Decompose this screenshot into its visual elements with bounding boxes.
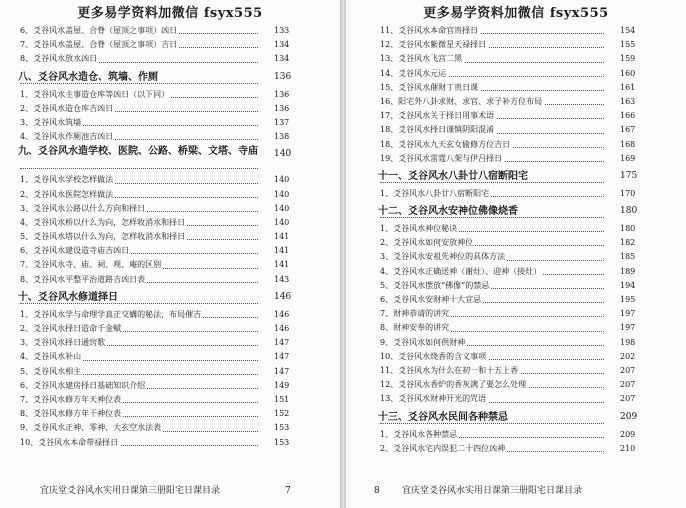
toc-entry-title: 1、爻谷风水神位秘诀 [380, 224, 458, 234]
toc-entry [20, 436, 322, 450]
toc-page-number: 137 [274, 117, 290, 127]
toc-entry [380, 38, 668, 52]
page-footer: 宜庆堂爻谷风水实用日课第三册阳宅日课目录 [402, 486, 583, 496]
toc-entry [380, 293, 668, 307]
toc-page-number: 140 [274, 203, 290, 213]
toc-entry-title: 6、爻谷风水盖屋、合脊（屋顶之事项）凶日 [20, 26, 178, 35]
toc-page-number: 134 [274, 54, 290, 64]
toc-page-number: 133 [274, 26, 290, 35]
toc-entry-title: 19、爻谷风水雷霆八架与伊吕择日 [380, 153, 503, 163]
toc-entry [380, 52, 668, 66]
toc-entry-title: 10、爻谷风水本命带禄择日 [20, 437, 119, 447]
toc-entry [20, 273, 322, 287]
toc-entry-title: 18、爻谷风水九天玄女偷修方位吉日 [380, 139, 511, 149]
toc-page-number: 153 [274, 423, 290, 433]
toc-entry-title: 12、爻谷风水香炉的香灰满了要怎么处理 [380, 380, 527, 390]
toc-entry-title: 7、财神恭请的讲究 [380, 309, 450, 319]
toc-entry [380, 279, 668, 293]
page-header: 更多易学资料加微信 fsyx555 [77, 6, 263, 21]
toc-page-number: 155 [620, 40, 636, 50]
toc-page-number: 147 [274, 366, 290, 376]
leader-dots [380, 182, 604, 183]
toc-page-number: 207 [620, 394, 636, 404]
toc-entry-title: 10、爻谷风水烧香的含义事项 [380, 351, 487, 361]
toc-entry-title: 4、爻谷风水作厕池吉凶日 [20, 132, 114, 142]
toc-entry-title: 十三、爻谷风水民间各种禁忌 [378, 411, 508, 423]
toc-section-heading [380, 407, 668, 428]
toc-entry-title: 11、爻谷风水本命官贵择日 [380, 26, 479, 35]
toc-entry [20, 216, 322, 230]
toc-page-number: 210 [620, 443, 636, 453]
toc-entry-title: 12、爻谷风水紫微星天禄择日 [380, 40, 487, 50]
toc-page-number: 136 [274, 89, 290, 99]
toc-entry [380, 109, 668, 123]
toc-entry-title: 3、爻谷风水公路以什么方向和择日 [20, 203, 146, 213]
left-page [0, 0, 340, 508]
toc-page-number: 140 [274, 175, 290, 185]
toc-entry [20, 393, 322, 407]
toc-entry [20, 407, 322, 421]
toc-entry [380, 428, 668, 442]
toc-page-number: 185 [620, 252, 636, 262]
toc-page-number: 147 [274, 338, 290, 348]
toc-page-number: 151 [274, 394, 290, 404]
toc-entry-title: 6、爻谷风水建房择日基础知识介绍 [20, 380, 146, 390]
toc-entry [20, 244, 322, 258]
toc-page-number: 175 [620, 170, 638, 181]
toc-entry [380, 307, 668, 321]
toc-page-number: 136 [274, 103, 290, 113]
toc-entry [20, 336, 322, 350]
toc-entry [20, 202, 322, 216]
toc-page-number: 197 [620, 323, 636, 333]
toc-page-number: 134 [274, 40, 290, 50]
toc-page-number: 141 [274, 232, 290, 242]
toc-page-number: 141 [274, 260, 290, 270]
leader-dots [20, 168, 258, 169]
toc-entry [380, 95, 668, 109]
toc-entry [380, 378, 668, 392]
toc-entry-title: 18、爻谷风水择日谨慎阴阳混淆 [380, 125, 495, 135]
toc-page-number: 149 [274, 380, 290, 390]
toc-page-number: 146 [274, 309, 290, 319]
toc-entry [380, 222, 668, 236]
toc-entry-title: 2、爻谷风水如何安放神位 [380, 238, 474, 248]
right-page [346, 0, 686, 508]
toc-page-number: 180 [620, 206, 638, 217]
toc-page-number: 189 [620, 266, 636, 276]
toc-entry [380, 250, 668, 264]
toc-entry [380, 336, 668, 350]
toc-entry-title: 1、爻谷风水学与命理学真正交媾的秘法，布局催吉 [20, 309, 202, 319]
toc-entry-title: 8、财神安奉的讲究 [380, 323, 450, 333]
toc-section-heading [20, 144, 322, 173]
toc-entry [380, 187, 668, 201]
toc-entry [20, 38, 322, 52]
toc-entry-title: 5、爻谷风水相主 [20, 366, 82, 376]
toc-entry-title: 5、爻谷风水塔以什么为向，怎样收消水和择日 [20, 232, 186, 242]
table-of-contents [0, 24, 340, 450]
toc-entry-title: 1、爻谷风水八卦廿八宿断阳宅 [380, 188, 490, 198]
toc-entry-title: 6、爻谷风水安财神十大宜忌 [380, 295, 482, 304]
toc-page-number: 207 [620, 365, 636, 375]
toc-page-number: 182 [620, 238, 636, 248]
toc-entry-title: 4、爻谷风水桥以什么为向，怎样收消水和择日 [20, 217, 186, 227]
toc-page-number: 195 [620, 295, 636, 304]
toc-entry-title: 八、爻谷风水造仓、筑墙、作厕 [18, 71, 158, 83]
toc-entry [380, 265, 668, 279]
toc-entry [20, 173, 322, 187]
toc-entry-title: 6、爻谷风水建设造寺庙吉凶日 [20, 246, 130, 256]
toc-page-number: 147 [274, 352, 290, 362]
toc-section-heading [380, 201, 668, 222]
toc-entry-title: 3、爻谷风水安祖先神位的具体方法 [380, 252, 506, 262]
toc-entry [20, 421, 322, 435]
toc-page-number: 146 [274, 324, 290, 333]
toc-page-number: 138 [274, 132, 290, 142]
toc-section-heading [380, 166, 668, 187]
page-footer: 宜庆堂爻谷风水实用日课第三册阳宅日课目录 [40, 486, 221, 496]
toc-entry-title: 1、爻谷风水各种禁忌 [380, 429, 458, 439]
page-header: 更多易学资料加微信 fsyx555 [423, 6, 609, 21]
toc-entry-title: 11、爻谷风水为什么在初一和十五上香 [380, 365, 519, 375]
table-of-contents [346, 24, 686, 456]
toc-page-number: 141 [274, 246, 290, 256]
toc-entry [20, 258, 322, 272]
toc-page-number: 161 [620, 82, 636, 92]
toc-entry-title: 17、爻谷风水关于择日用事术语 [380, 111, 495, 121]
leader-dots [380, 217, 604, 218]
toc-entry-title: 5、爻谷风水摆放“佛像”的禁忌 [380, 280, 490, 290]
toc-entry-title: 13、爻谷风水财神开光的咒语 [380, 394, 487, 404]
toc-entry [20, 230, 322, 244]
toc-entry [380, 123, 668, 137]
toc-entry [380, 236, 668, 250]
toc-entry [380, 152, 668, 166]
toc-entry-title: 1、爻谷风水主事造仓库等凶日（以下同） [20, 89, 170, 99]
toc-entry-title: 7、爻谷风水寺、庙、祠、观、庵的区别 [20, 260, 162, 270]
toc-page-number: 180 [620, 224, 636, 234]
toc-entry [20, 188, 322, 202]
toc-entry-title: 十一、爻谷风水八卦廿八宿断阳宅 [378, 170, 528, 182]
toc-page-number: 170 [620, 188, 636, 198]
toc-page-number: 163 [620, 96, 636, 106]
toc-entry-title: 4、爻谷风水补山 [20, 352, 82, 362]
toc-entry-title: 7、爻谷风水修方年天神位表 [20, 394, 122, 404]
toc-entry [20, 102, 322, 116]
toc-entry-title: 十二、爻谷风水安神位佛像烧香 [378, 206, 518, 218]
toc-entry [20, 350, 322, 364]
toc-entry [380, 442, 668, 456]
toc-entry [380, 321, 668, 335]
toc-page-number: 198 [620, 337, 636, 347]
toc-entry-title: 13、爻谷风水飞宫二黑 [380, 54, 463, 64]
toc-entry [380, 350, 668, 364]
toc-entry-title: 3、爻谷风水筑墙 [20, 117, 82, 127]
toc-entry [20, 365, 322, 379]
toc-page-number: 153 [274, 437, 290, 447]
toc-entry [380, 81, 668, 95]
toc-entry [20, 130, 322, 144]
toc-entry [20, 308, 322, 322]
toc-entry-title: 2、爻谷风水宅内误犯二十四位凶神 [380, 443, 506, 453]
toc-entry-title: 7、爻谷风水盖屋、合脊（屋顶之事项）吉日 [20, 40, 178, 50]
toc-entry [20, 322, 322, 336]
toc-page-number: 166 [620, 111, 636, 121]
toc-page-number: 197 [620, 309, 636, 319]
toc-page-number: 160 [620, 68, 636, 78]
toc-entry [380, 138, 668, 152]
toc-entry-title: 16、阳宅外八卦求财、求官、求子补方位布局 [380, 96, 543, 106]
toc-entry [20, 88, 322, 102]
toc-page-number: 209 [620, 411, 638, 422]
toc-entry-title: 十、爻谷风水修道择日 [18, 291, 118, 303]
toc-entry-title: 8、爻谷风水放水凶日 [20, 54, 98, 64]
toc-entry-title: 9、爻谷风水如何供财神 [380, 337, 466, 347]
toc-page-number: 159 [620, 54, 636, 64]
toc-page-number: 140 [274, 189, 290, 199]
toc-page-number: 140 [274, 217, 290, 227]
page-number: 7 [285, 486, 291, 496]
toc-page-number: 136 [274, 71, 292, 82]
toc-entry-title: 2、爻谷风水造仓库吉凶日 [20, 103, 114, 113]
toc-entry [380, 392, 668, 406]
toc-entry-title: 15、爻谷风水催财丁贵日课 [380, 82, 479, 92]
toc-entry-title: 1、爻谷风水学校怎样做法 [20, 175, 114, 185]
toc-page-number: 169 [620, 153, 636, 163]
toc-page-number: 209 [620, 429, 636, 439]
toc-entry-title: 14、爻谷风水元运 [380, 68, 447, 78]
toc-entry-title: 3、爻谷风水择日通窍歌 [20, 338, 106, 348]
toc-entry-title: 8、爻谷风水修方年干神位表 [20, 409, 122, 419]
toc-page-number: 202 [620, 351, 636, 361]
toc-entry-title: 4、爻谷风水正确送神（谢灶）、迎神（接灶） [380, 266, 542, 276]
toc-page-number: 146 [274, 291, 292, 302]
toc-entry [380, 67, 668, 81]
toc-entry [20, 116, 322, 130]
toc-page-number: 154 [620, 26, 636, 35]
toc-page-number: 168 [620, 139, 636, 149]
toc-entry [380, 364, 668, 378]
toc-entry [20, 52, 322, 66]
toc-entry-title: 2、爻谷风水医院怎样做法 [20, 189, 114, 199]
toc-entry-title: 8、爻谷风水平整平治道路吉凶日表 [20, 274, 146, 284]
toc-section-heading [20, 287, 322, 308]
toc-section-heading [20, 67, 322, 88]
toc-page-number: 207 [620, 380, 636, 390]
toc-page-number: 167 [620, 125, 636, 135]
toc-entry [20, 24, 322, 38]
toc-page-number: 143 [274, 274, 290, 284]
toc-entry [20, 379, 322, 393]
toc-entry [380, 24, 668, 38]
toc-entry-title: 9、爻谷风水正神、零神、大玄空水法表 [20, 423, 162, 433]
toc-page-number: 152 [274, 409, 290, 419]
toc-page-number: 194 [620, 280, 636, 290]
toc-page-number: 140 [274, 149, 292, 160]
toc-entry-title: 九、爻谷风水造学校、医院、公路、桥梁、文塔、寺庙 [18, 146, 258, 158]
toc-entry-title: 2、爻谷风水择日造命千金赋 [20, 324, 122, 333]
page-number: 8 [374, 486, 380, 496]
